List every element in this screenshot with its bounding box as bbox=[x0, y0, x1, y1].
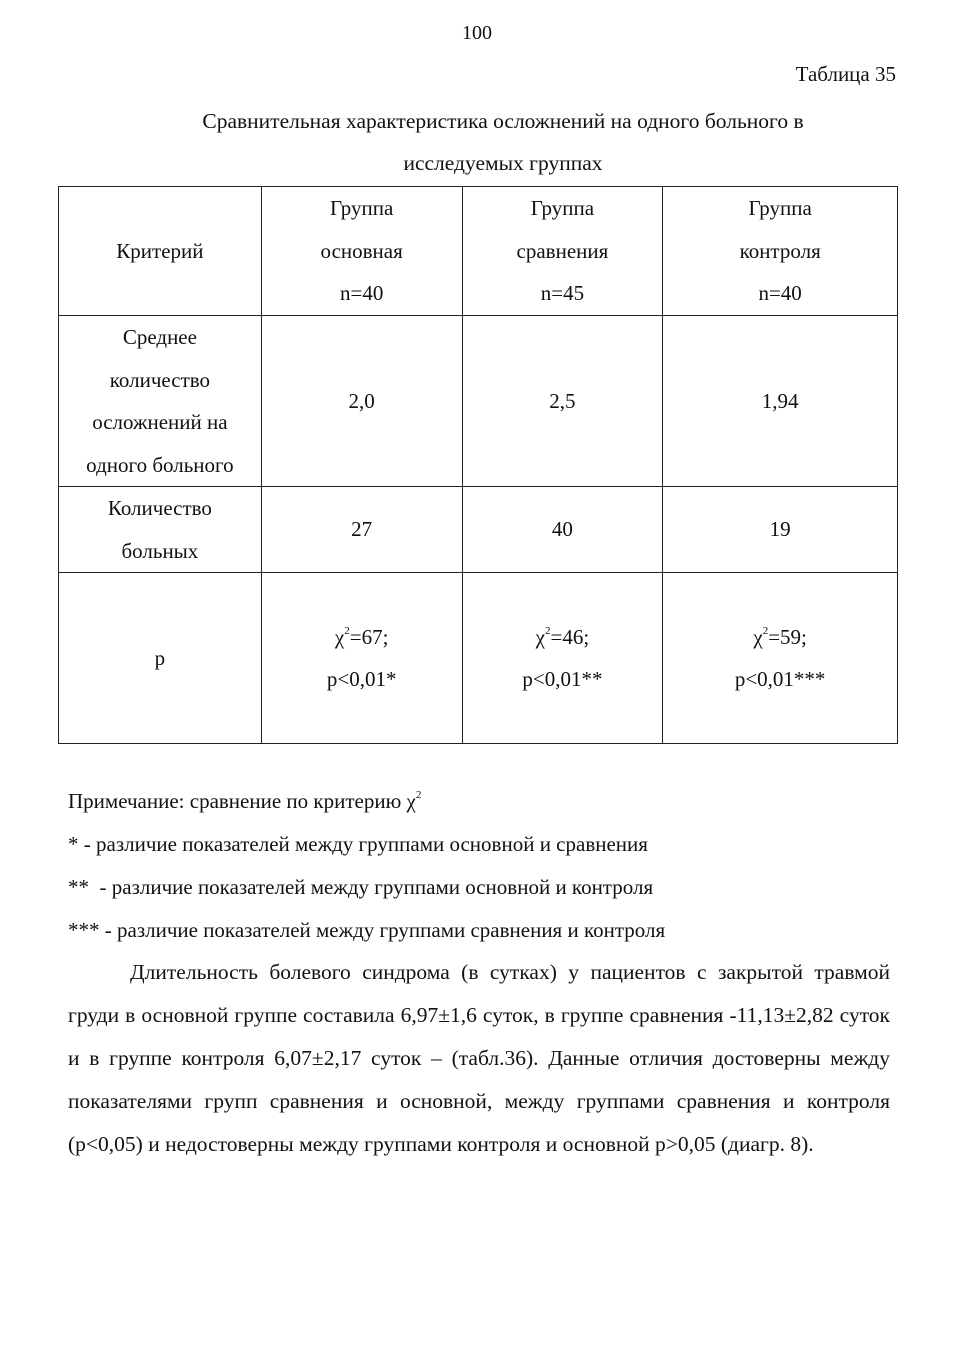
header-line: Группа bbox=[530, 196, 595, 221]
table-title bbox=[0, 100, 954, 184]
row-label-line: осложнений на bbox=[92, 410, 228, 434]
note-item: * - различие показателей между группами основной и сравнения bbox=[68, 832, 648, 856]
header-group-main bbox=[261, 187, 462, 316]
comparison-table bbox=[58, 186, 898, 744]
header-group-comparison bbox=[462, 187, 663, 316]
header-line: контроля bbox=[739, 238, 821, 263]
cell-value: 2,0 bbox=[261, 316, 462, 487]
chi-square-line: $\chi^2=67$; bbox=[334, 624, 389, 649]
cell-value: 2,5 bbox=[462, 316, 663, 487]
p-line: p<0,01** bbox=[522, 667, 603, 691]
cell-p-value bbox=[261, 573, 462, 744]
chi-square-line: $\chi^2=46$; bbox=[535, 624, 590, 649]
p-line: p<0,01*** bbox=[734, 667, 826, 691]
header-line: Группа bbox=[329, 196, 394, 221]
row-label: p bbox=[59, 573, 262, 744]
p-line: p<0,01* bbox=[326, 667, 397, 691]
title-line-2: исследуемых группах bbox=[403, 151, 603, 175]
header-line: Группа bbox=[748, 196, 812, 221]
header-line: n=40 bbox=[339, 281, 384, 306]
header-line: n=40 bbox=[758, 281, 802, 306]
header-line: основная bbox=[320, 238, 403, 263]
table-header-row bbox=[59, 187, 898, 316]
header-line: n=45 bbox=[540, 281, 585, 306]
row-label-line: больных bbox=[121, 538, 199, 563]
table-row-p bbox=[59, 573, 898, 744]
chi-square-line: $\chi^2=59$; bbox=[753, 624, 807, 649]
cell-p-value bbox=[663, 573, 898, 744]
cell-value: 19 bbox=[663, 487, 898, 573]
header-line: сравнения bbox=[516, 238, 609, 263]
cell-value: 27 bbox=[261, 487, 462, 573]
table-row bbox=[59, 487, 898, 573]
notes-heading: Примечание: сравнение по критерию $\chi^2$ bbox=[68, 789, 422, 813]
cell-value: 1,94 bbox=[663, 316, 898, 487]
page-number: 100 bbox=[462, 22, 492, 44]
row-label bbox=[59, 487, 262, 573]
table-row bbox=[59, 316, 898, 487]
header-criterion: Критерий bbox=[59, 187, 262, 316]
note-item: *** - различие показателей между группами сравнения и контроля bbox=[68, 918, 666, 942]
table-notes bbox=[68, 780, 665, 952]
table-label: Таблица 35 bbox=[795, 62, 896, 86]
cell-p-value bbox=[462, 573, 663, 744]
row-label-line: Количество bbox=[107, 496, 212, 520]
note-item: ** - различие показателей между группами основной и контроля bbox=[68, 875, 654, 899]
row-label bbox=[59, 316, 262, 487]
row-label-line: Среднее bbox=[122, 325, 197, 349]
body-paragraph: Длительность болевого синдрома (в сутках) у пациентов с закрытой травмой груди в основной группе составила 6,97±1,6 суток, в группе сравнения -11,13±2,82 суток и в группе контроля 6,07±2,17 суток – (табл.36). Данные отличия достоверны между показателями групп сравнения и основной, между группами сравнения и контроля (p<0,05) и недостоверны между группами контроля и основной p>0,05 (диагр. 8). bbox=[68, 960, 890, 1156]
cell-value: 40 bbox=[462, 487, 663, 573]
title-line-1: Сравнительная характеристика осложнений на одного больного в bbox=[202, 109, 804, 133]
header-group-control bbox=[663, 187, 898, 316]
row-label-line: количество bbox=[109, 367, 211, 392]
row-label-line: одного больного bbox=[86, 452, 234, 477]
